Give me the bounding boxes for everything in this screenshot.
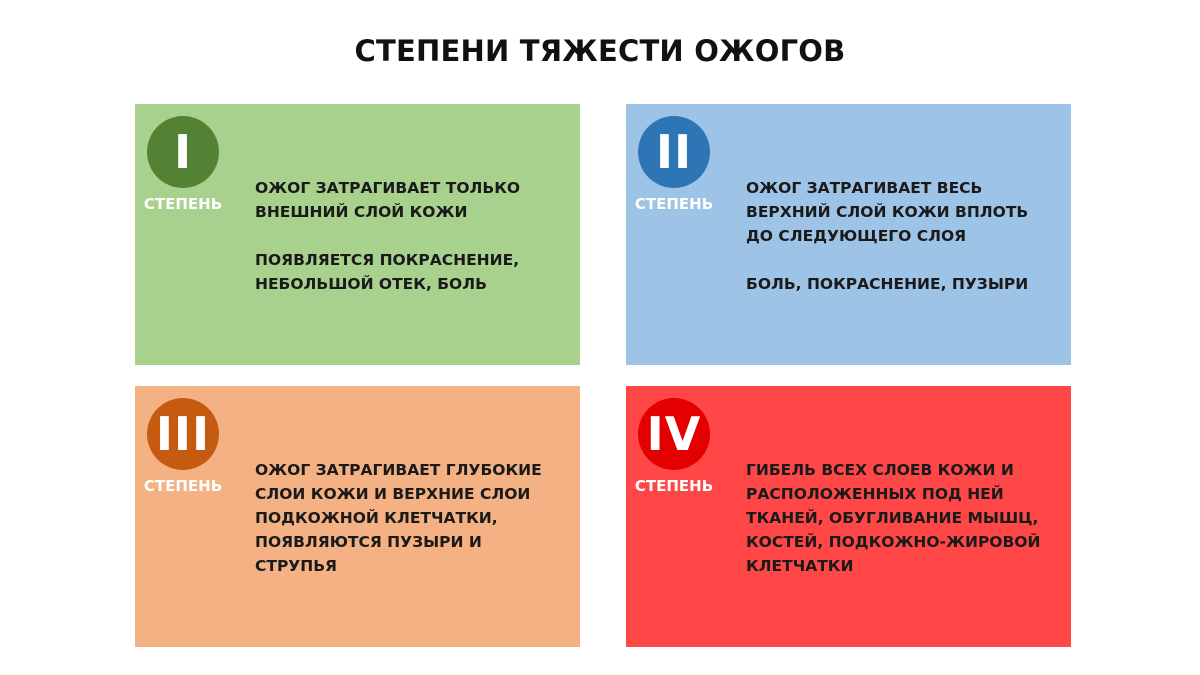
degree-3-text-1: ОЖОГ ЗАТРАГИВАЕТ ГЛУБОКИЕ СЛОИ КОЖИ И ВЕРХНИЕ СЛОИ ПОДКОЖНОЙ КЛЕТЧАТКИ, ПОЯВЛЯЮТСЯ ПУЗЫРИ И СТРУПЬЯ bbox=[255, 461, 542, 575]
card-degree-1 bbox=[135, 104, 580, 365]
degree-1-label: СТЕПЕНЬ bbox=[143, 195, 223, 213]
card-degree-2 bbox=[626, 104, 1071, 365]
degree-4-badge: IV bbox=[638, 398, 710, 470]
degree-2-text-2: БОЛЬ, ПОКРАСНЕНИЕ, ПУЗЫРИ bbox=[746, 275, 1029, 293]
degree-3-label: СТЕПЕНЬ bbox=[143, 477, 223, 495]
degree-1-description bbox=[255, 176, 555, 296]
degree-2-description bbox=[746, 176, 1046, 296]
degree-3-badge: III bbox=[147, 398, 219, 470]
degree-3-description bbox=[255, 458, 555, 578]
degree-1-badge: I bbox=[147, 116, 219, 188]
card-degree-4 bbox=[626, 386, 1071, 647]
degree-2-text-1: ОЖОГ ЗАТРАГИВАЕТ ВЕСЬ ВЕРХНИЙ СЛОЙ КОЖИ ВПЛОТЬ ДО СЛЕДУЮЩЕГО СЛОЯ bbox=[746, 179, 1029, 245]
degree-1-text-2: ПОЯВЛЯЕТСЯ ПОКРАСНЕНИЕ, НЕБОЛЬШОЙ ОТЕК, БОЛЬ bbox=[255, 251, 520, 293]
degree-2-badge: II bbox=[638, 116, 710, 188]
degree-4-description bbox=[746, 458, 1046, 578]
degree-2-label: СТЕПЕНЬ bbox=[634, 195, 714, 213]
degree-4-text-1: ГИБЕЛЬ ВСЕХ СЛОЕВ КОЖИ И РАСПОЛОЖЕННЫХ ПОД НЕЙ ТКАНЕЙ, ОБУГЛИВАНИЕ МЫШЦ, КОСТЕЙ, ПОДКОЖНО-ЖИРОВОЙ КЛЕТЧАТКИ bbox=[746, 461, 1041, 575]
degree-1-text-1: ОЖОГ ЗАТРАГИВАЕТ ТОЛЬКО ВНЕШНИЙ СЛОЙ КОЖИ bbox=[255, 179, 521, 221]
page-title: СТЕПЕНИ ТЯЖЕСТИ ОЖОГОВ bbox=[354, 34, 846, 68]
degree-4-label: СТЕПЕНЬ bbox=[634, 477, 714, 495]
card-degree-3 bbox=[135, 386, 580, 647]
